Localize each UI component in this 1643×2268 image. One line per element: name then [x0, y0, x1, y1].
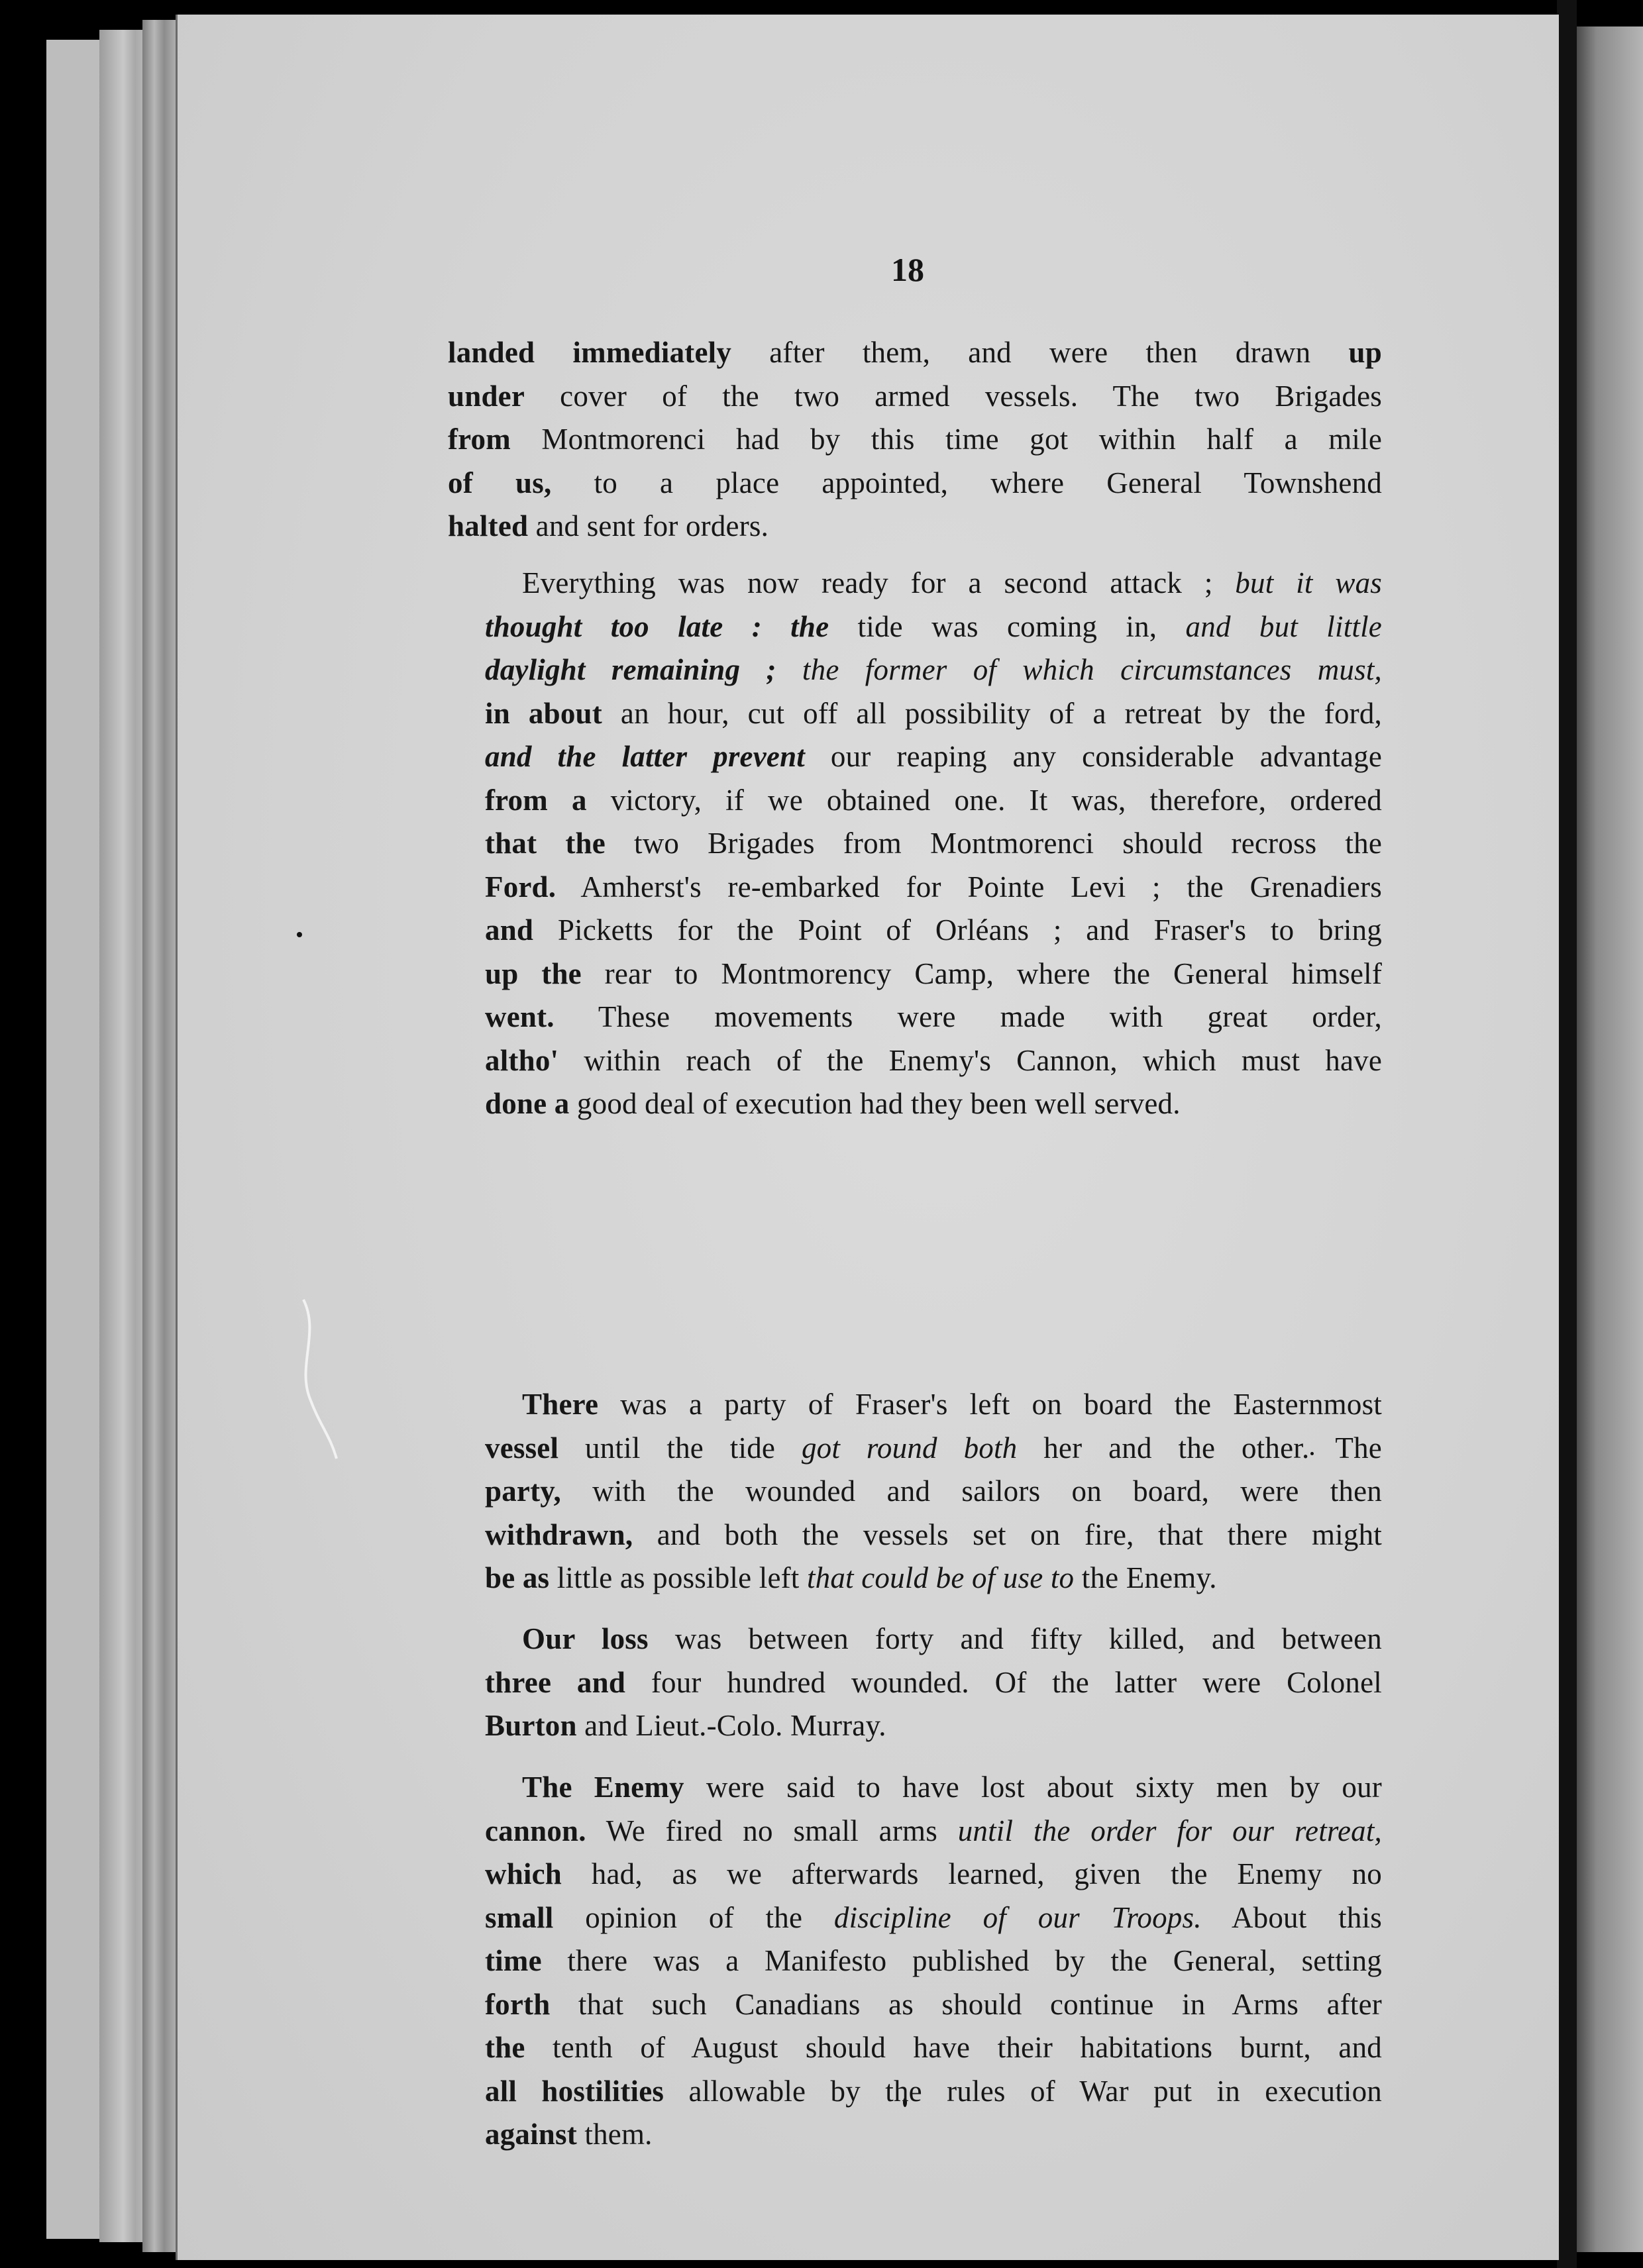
text-line: cannon. We fired no small arms until the order for our retreat,	[485, 1814, 1382, 1847]
emphasis-text: landed immediately	[448, 336, 732, 369]
text-line: thought too late : the tide was coming in, and but little	[485, 609, 1382, 643]
emphasis-text: against	[485, 2118, 577, 2151]
emphasis-text: Our loss	[522, 1622, 649, 1655]
emphasis-text: but it was	[1235, 566, 1382, 599]
text-line: against them.	[485, 2118, 653, 2151]
text-line: Ford. Amherst's re-embarked for Pointe Levi ; the Grenadiers	[485, 870, 1382, 903]
text-line: up the rear to Montmorency Camp, where the General himself	[485, 956, 1383, 990]
emphasis-text: which	[485, 1857, 562, 1890]
emphasis-text: under	[448, 379, 525, 413]
emphasis-text: until the order for our retreat,	[957, 1814, 1382, 1847]
scan-scratch-mark	[284, 1293, 343, 1465]
emphasis-text: be as	[485, 1561, 550, 1594]
text-line: withdrawn, and both the vessels set on fire, that there might	[485, 1518, 1382, 1551]
emphasis-text: daylight remaining ;	[485, 653, 776, 686]
emphasis-text: thought too late : the	[485, 609, 829, 643]
emphasis-text: Burton	[485, 1709, 577, 1742]
emphasis-text: time	[485, 1944, 542, 1977]
emphasis-text: Ford.	[485, 870, 556, 903]
scan-speck	[297, 932, 302, 937]
emphasis-text: got round both	[801, 1431, 1018, 1465]
text-line: time there was a Manifesto published by the General, setting	[485, 1944, 1382, 1977]
emphasis-text: in about	[485, 696, 602, 730]
paragraph-3	[448, 1383, 1382, 1600]
paragraph-4	[448, 1618, 1382, 1748]
paragraph-5	[448, 1766, 1382, 2157]
text-line: party, with the wounded and sailors on board, were then	[485, 1474, 1382, 1508]
text-line: and the latter prevent our reaping any considerable advantage	[485, 740, 1382, 773]
emphasis-text: The Enemy	[522, 1771, 684, 1804]
text-line: in about an hour, cut off all possibility of a retreat by the ford,	[485, 696, 1383, 730]
text-line: under cover of the two armed vessels. The two Brigades	[448, 379, 1382, 413]
book-gutter	[1557, 0, 1577, 2268]
emphasis-text: small	[485, 1900, 554, 1934]
emphasis-text: forth	[485, 1987, 551, 2021]
text-line: went. These movements were made with great order,	[485, 1000, 1382, 1033]
emphasis-text: the	[485, 2031, 525, 2064]
emphasis-text: from	[448, 423, 511, 456]
text-line: that the two Brigades from Montmorenci should recross the	[485, 827, 1382, 860]
emphasis-text: of us,	[448, 466, 552, 499]
text-line: from a victory, if we obtained one. It was, therefore, ordered	[485, 783, 1383, 817]
facing-page-sliver	[1577, 26, 1643, 2252]
text-line: small opinion of the discipline of our Troops. About this	[485, 1900, 1383, 1934]
text-line: halted and sent for orders.	[448, 509, 769, 542]
text-line: vessel until the tide got round both her and the other. The	[485, 1431, 1382, 1465]
emphasis-text: cannon.	[485, 1814, 586, 1847]
emphasis-text: halted	[448, 509, 529, 542]
emphasis-text: from a	[485, 783, 587, 817]
text-line	[448, 648, 1382, 692]
page-number: 18	[891, 251, 924, 288]
text-line: The Enemy were said to have lost about sixty men by our	[522, 1771, 1382, 1804]
emphasis-text: up the	[485, 956, 582, 990]
emphasis-text: that could be of use to	[806, 1561, 1075, 1594]
text-line: altho' within reach of the Enemy's Cannon, which must have	[485, 1043, 1382, 1077]
emphasis-text: went.	[485, 1000, 555, 1033]
text-line: and Picketts for the Point of Orléans ; and Fraser's to bring	[485, 913, 1382, 947]
emphasis-text: vessel	[485, 1431, 559, 1465]
text-line: Burton and Lieut.-Colo. Murray.	[485, 1709, 886, 1742]
text-line: which had, as we afterwards learned, given the Enemy no	[485, 1857, 1382, 1890]
text-line: all hostilities allowable by the rules of War put in execution	[485, 2074, 1382, 2108]
emphasis-text: withdrawn,	[485, 1518, 633, 1551]
text-line: landed immediately after them, and were then drawn up	[448, 336, 1382, 369]
emphasis-text: three and	[485, 1665, 626, 1699]
emphasis-text: altho'	[485, 1043, 559, 1077]
paragraph-1	[448, 331, 1382, 548]
text-line: the tenth of August should have their habitations burnt, and	[485, 2031, 1382, 2064]
text-line: There was a party of Fraser's left on board the Easternmost	[522, 1388, 1382, 1421]
text-line: of us, to a place appointed, where General Townshend	[448, 466, 1382, 499]
emphasis-text: and	[485, 913, 534, 947]
text-line: forth that such Canadians as should continue in Arms after	[485, 1987, 1382, 2021]
text-line: be as little as possible left that could be of use to the Enemy.	[485, 1561, 1217, 1594]
text-line: done a good deal of execution had they been well served.	[485, 1087, 1181, 1120]
emphasis-text: done a	[485, 1087, 570, 1120]
emphasis-text: all hostilities	[485, 2074, 664, 2108]
emphasis-text: discipline of our Troops.	[833, 1900, 1202, 1934]
paragraph-2	[448, 562, 1382, 1126]
emphasis-text: and but little	[1185, 609, 1382, 643]
emphasis-text: party,	[485, 1474, 561, 1508]
emphasis-text: and the latter prevent	[485, 740, 805, 773]
text-line: Everything was now ready for a second attack ; but it was	[522, 566, 1382, 599]
text-line: from Montmorenci had by this time got within half a mile	[448, 423, 1382, 456]
emphasis-text: up	[1348, 336, 1382, 369]
emphasis-text: that the	[485, 827, 606, 860]
text-line: three and four hundred wounded. Of the latter were Colonel	[485, 1665, 1382, 1699]
text-line: Our loss was between forty and fifty killed, and between	[522, 1622, 1382, 1655]
emphasis-text: There	[522, 1388, 599, 1421]
emphasis-text: the former of which circumstances must,	[802, 653, 1382, 686]
